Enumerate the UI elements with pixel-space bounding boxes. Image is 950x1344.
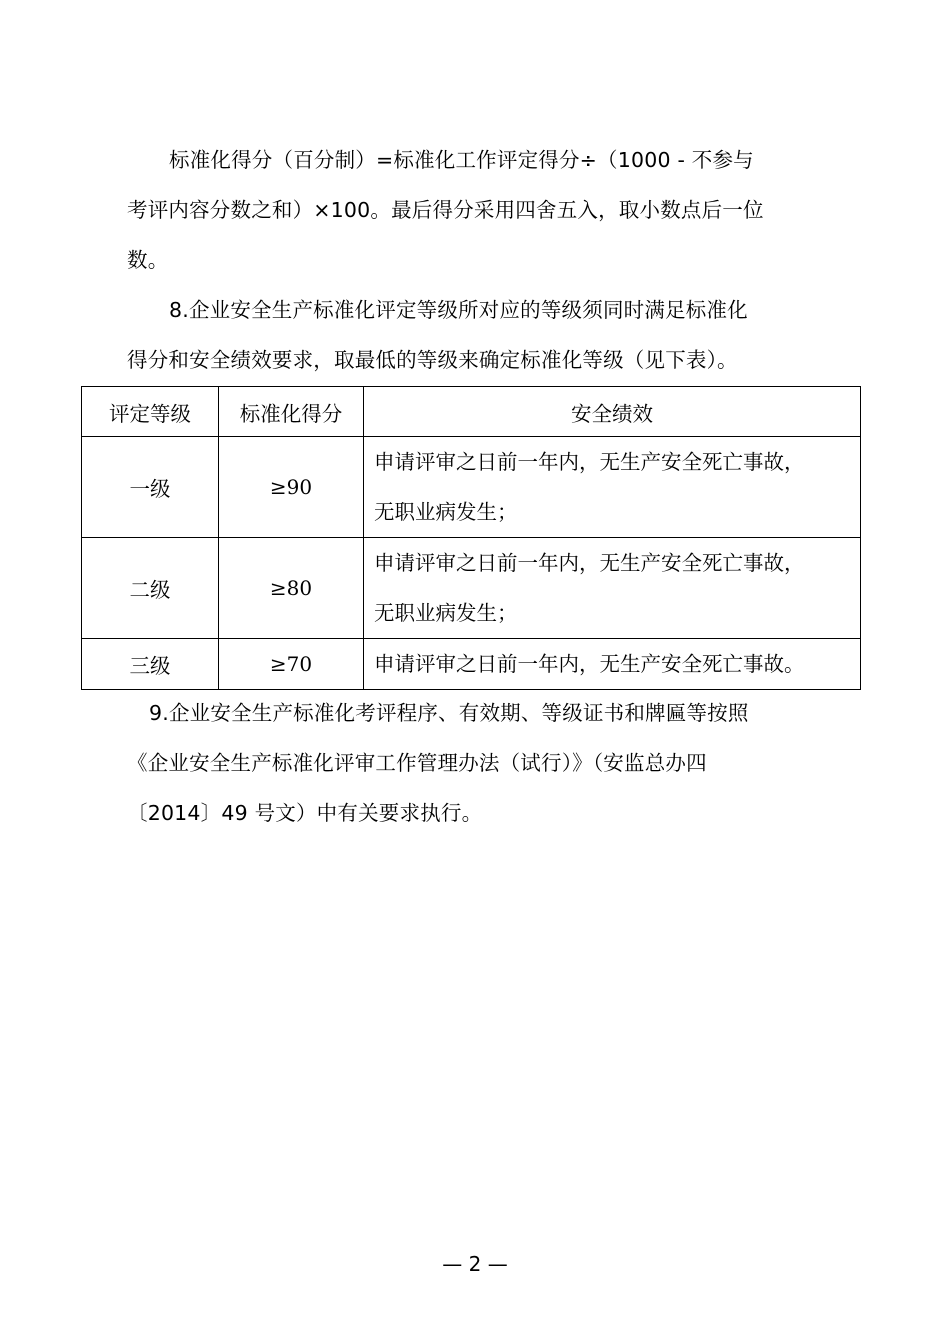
table-header-row — [82, 387, 861, 437]
item-9-line-2: 《企业安全生产标准化评审工作管理办法（试行）》（安监总办四 — [127, 751, 707, 775]
grade-cell: 二级 — [82, 538, 219, 639]
performance-line: 无职业病发生； — [374, 500, 518, 524]
performance-line: 申请评审之日前一年内，无生产安全死亡事故， — [374, 551, 805, 575]
item-9-line-3: 〔2014〕49 号文）中有关要求执行。 — [127, 801, 483, 825]
grade-cell: 三级 — [82, 639, 219, 690]
table-row — [82, 538, 861, 639]
performance-cell — [364, 437, 861, 538]
performance-cell — [364, 639, 861, 690]
performance-line: 申请评审之日前一年内，无生产安全死亡事故， — [374, 450, 805, 474]
grade-cell: 一级 — [82, 437, 219, 538]
score-cell: ≥70 — [219, 639, 364, 690]
item-8-line-2: 得分和安全绩效要求，取最低的等级来确定标准化等级（见下表）。 — [127, 348, 738, 372]
score-cell: ≥80 — [219, 538, 364, 639]
table-row — [82, 639, 861, 690]
performance-line: 申请评审之日前一年内，无生产安全死亡事故。 — [374, 652, 805, 676]
table-row — [82, 437, 861, 538]
formula-line-3: 数。 — [127, 248, 169, 272]
grade-table — [81, 386, 861, 690]
item-8-paragraph — [127, 285, 827, 385]
score-cell: ≥90 — [219, 437, 364, 538]
page-number: — 2 — — [442, 1252, 508, 1276]
header-performance: 安全绩效 — [364, 387, 861, 437]
item-9-line-1: 9.企业安全生产标准化考评程序、有效期、等级证书和牌匾等按照 — [149, 701, 749, 725]
formula-paragraph — [127, 135, 827, 285]
performance-line: 无职业病发生； — [374, 601, 518, 625]
header-grade: 评定等级 — [82, 387, 219, 437]
performance-cell — [364, 538, 861, 639]
formula-line-1: 标准化得分（百分制）=标准化工作评定得分÷（1000 - 不参与 — [169, 148, 754, 172]
header-score: 标准化得分 — [219, 387, 364, 437]
item-8-line-1: 8.企业安全生产标准化评定等级所对应的等级须同时满足标准化 — [169, 298, 748, 322]
formula-line-2: 考评内容分数之和）×100。最后得分采用四舍五入，取小数点后一位 — [127, 198, 764, 222]
item-9-paragraph — [127, 688, 827, 838]
